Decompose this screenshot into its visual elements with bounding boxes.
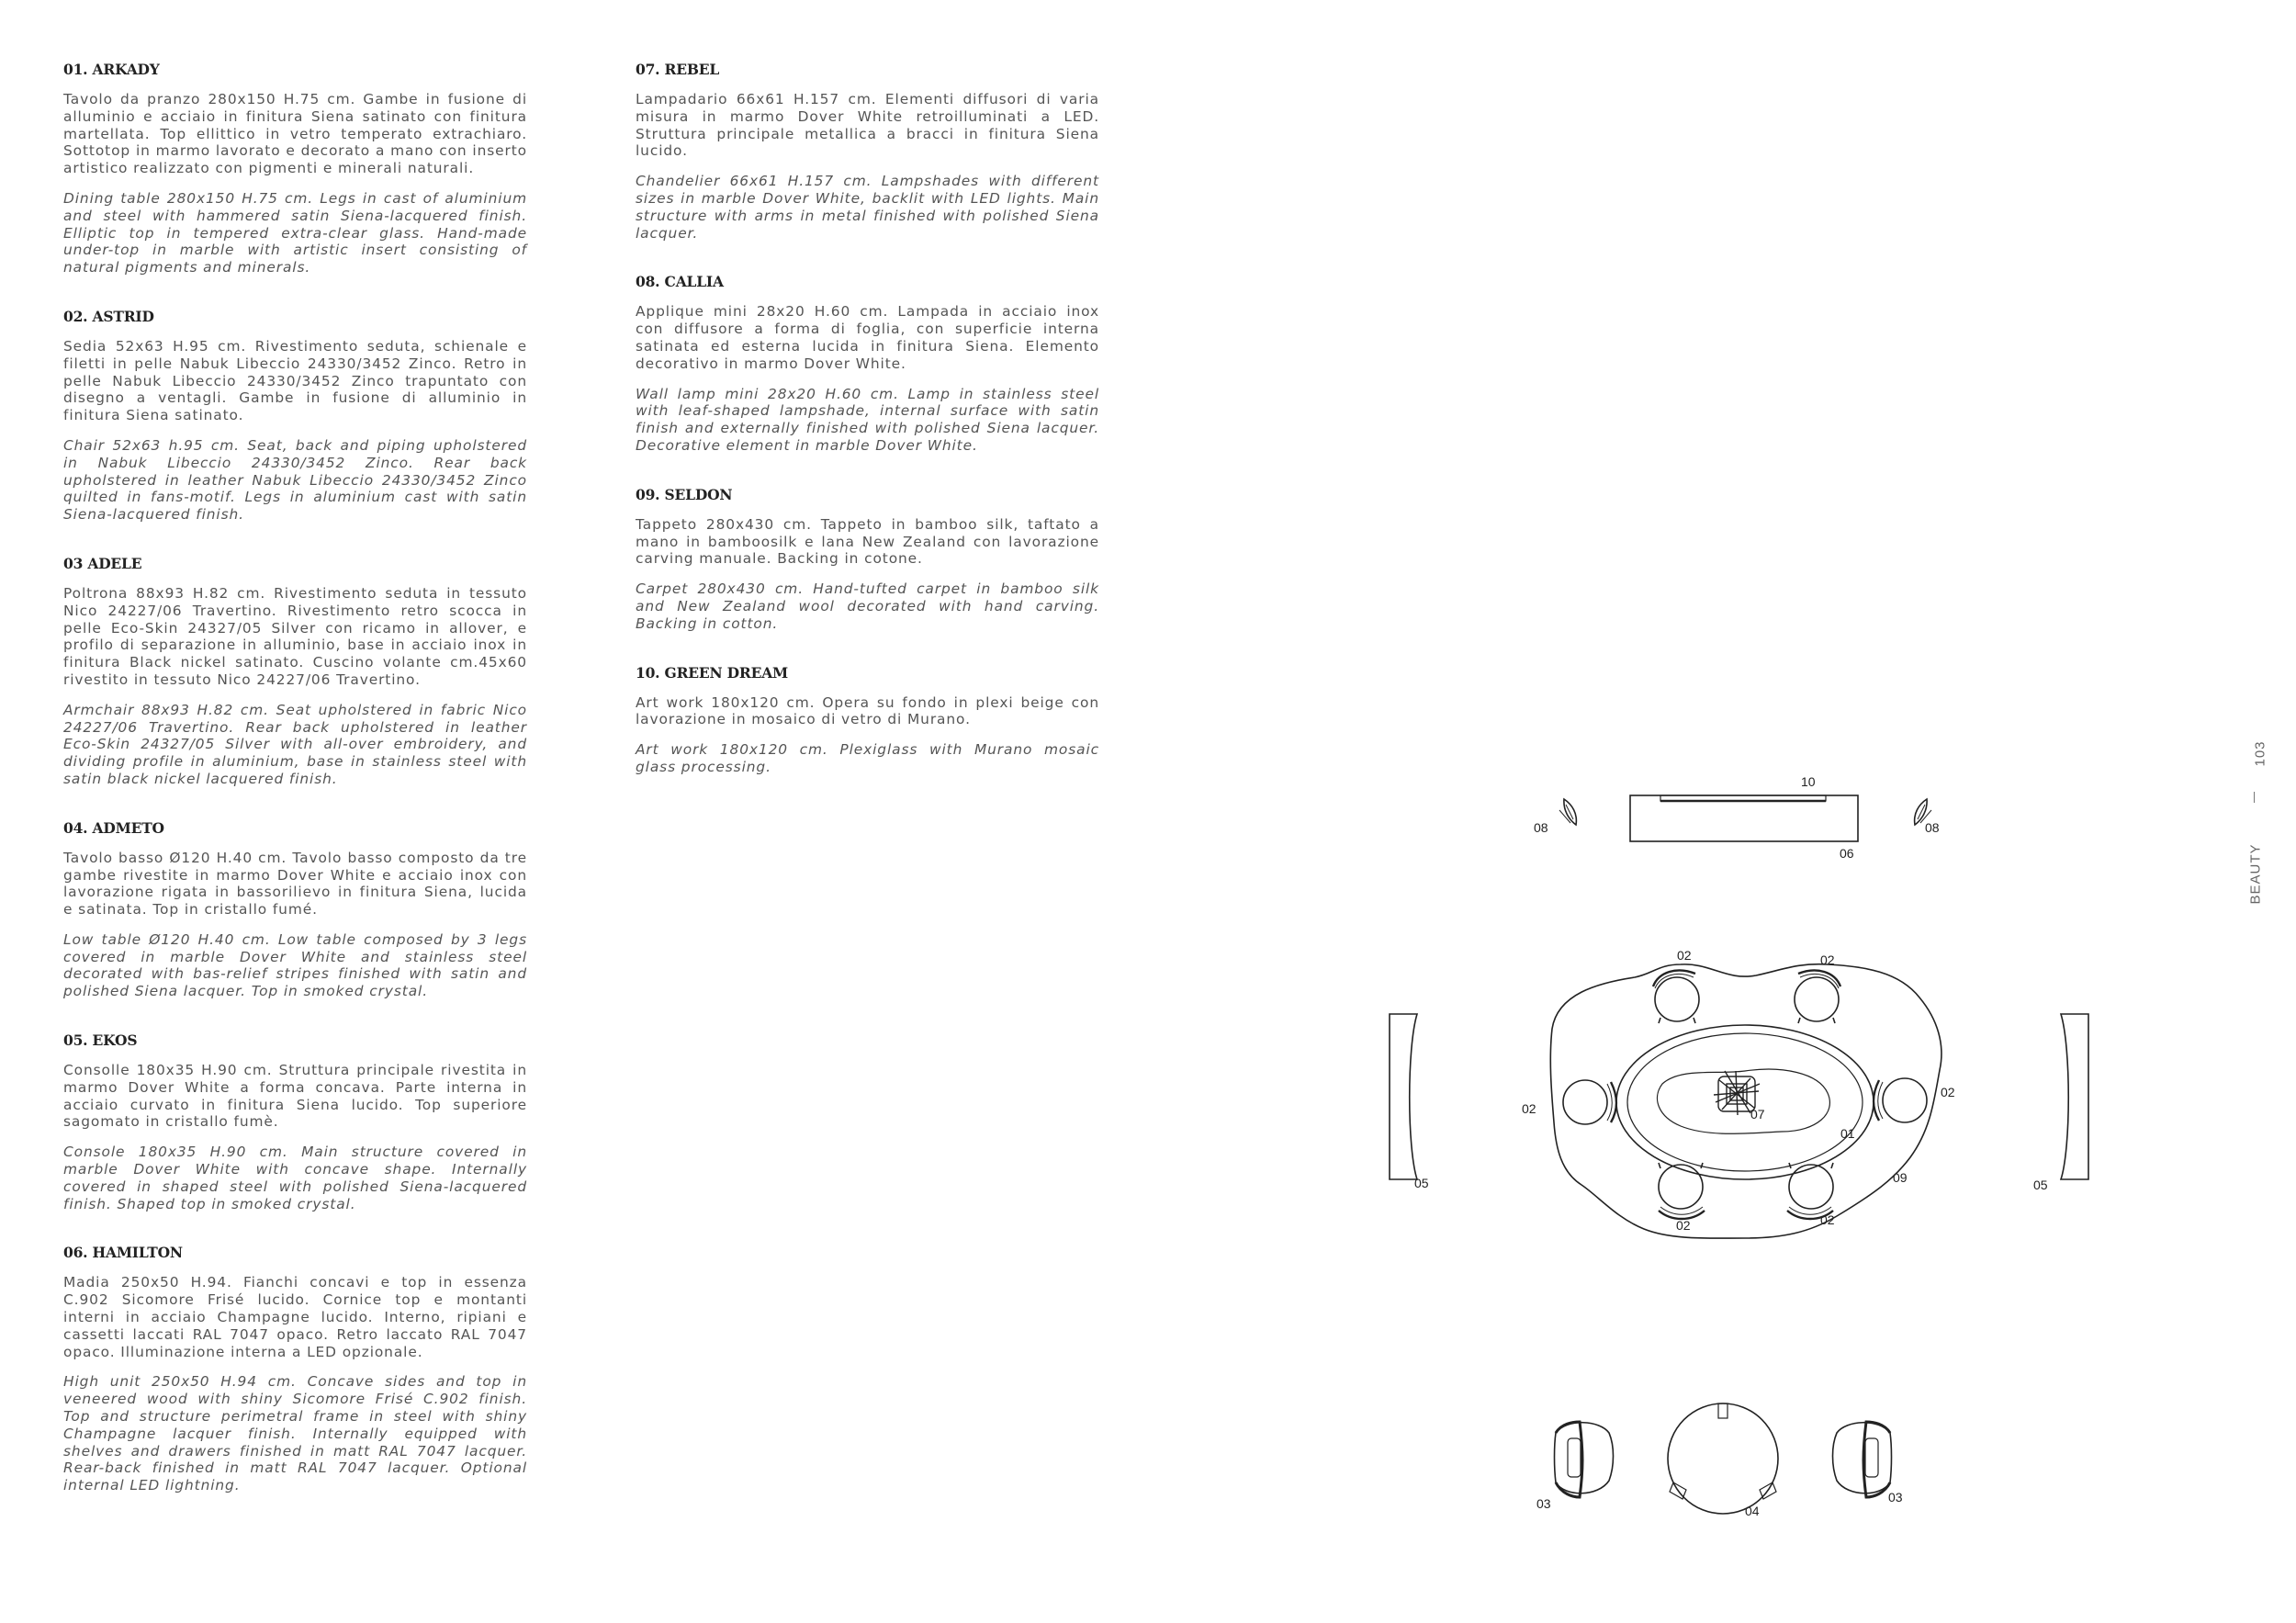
description-italian: Tavolo da pranzo 280x150 H.75 cm. Gambe in fusione di alluminio e acciaio in finitura Siena satinato con finitura martellata. Top ellittico in vetro temperato extrachiaro. Sottotop in marmo lavorato e decorato a mano con inserto artistico realizzato con pigmenti e minerali naturali. [63, 91, 527, 177]
plan-chair-top-right [1795, 970, 1840, 1023]
label-chandelier: 07 [1750, 1107, 1765, 1121]
plan-dining-table-glass [1627, 1033, 1863, 1171]
label-unit: 06 [1840, 846, 1854, 861]
description-english: High unit 250x50 H.94 cm. Concave sides and top in veneered wood with shiny Sicomore Frisé C.902 finish. Top and structure perimetral frame in steel with shiny Champagne lacquer finish. Internally equipped with shelves and drawers finished in matt RAL 7047 lacquer. Rear-back finished in matt RAL 7047 lacquer. Optional internal LED lightning. [63, 1373, 527, 1494]
product-title: 10. GREEN DREAM [636, 663, 788, 682]
plan-wall-lamp-left [1559, 799, 1576, 825]
description-english: Carpet 280x430 cm. Hand-tufted carpet in bamboo silk and New Zealand wool decorated with hand carving. Backing in cotton. [636, 580, 1099, 632]
description-italian: Sedia 52x63 H.95 cm. Rivestimento seduta, schienale e filetti in pelle Nabuk Libeccio 24330/3452 Zinco. Retro in pelle Nabuk Libeccio 24330/3452 Zinco trapuntato con disegno a ventagli. Gambe in fusione di alluminio in finitura Siena satinato. [63, 337, 527, 424]
product-title: 03 ADELE [63, 554, 142, 572]
plan-armchair-left [1555, 1422, 1614, 1497]
plan-dining-table [1616, 1025, 1874, 1179]
label-chair-right: 02 [1941, 1085, 1955, 1099]
section-label: BEAUTY [2247, 843, 2264, 905]
plan-low-table [1668, 1403, 1778, 1514]
label-chair-top-right: 02 [1820, 952, 1835, 967]
product-title: 04. ADMETO [63, 818, 164, 837]
description-english: Low table Ø120 H.40 cm. Low table composed by 3 legs covered in marble Dover White and stainless steel decorated with bas-relief stripes finished with satin and polished Siena lacquer. Top in smoked crystal. [63, 930, 527, 1000]
product-title: 05. EKOS [63, 1031, 138, 1050]
page-number: 103 [2252, 740, 2268, 767]
label-armchair-right: 03 [1888, 1490, 1903, 1505]
plan-chair-right [1874, 1078, 1927, 1122]
description-italian: Applique mini 28x20 H.60 cm. Lampada in acciaio inox con diffusore a forma di foglia, con superficie interna satinata ed esterna lucida in finitura Siena. Elemento decorativo in marmo Dover White. [636, 303, 1099, 372]
description-italian: Art work 180x120 cm. Opera su fondo in plexi beige con lavorazione in mosaico di vetro di Murano. [636, 693, 1099, 728]
description-italian: Lampadario 66x61 H.157 cm. Elementi diffusori di varia misura in marmo Dover White retroilluminati a LED. Struttura principale metallica a bracci in finitura Siena lucido. [636, 91, 1099, 160]
description-english: Console 180x35 H.90 cm. Main structure covered in marble Dover White with concave shape. Internally covered in shaped steel with polished Siena-lacquered finish. Shaped top in smoked crystal. [63, 1144, 527, 1212]
label-chair-left: 02 [1522, 1101, 1536, 1116]
product-title: 06. HAMILTON [63, 1244, 183, 1262]
product-title: 09. SELDON [636, 485, 733, 503]
product-title: 01. ARKADY [63, 61, 160, 78]
plan-console-right [2061, 1014, 2088, 1179]
plan-labels [1414, 774, 2048, 1518]
label-armchair-left: 03 [1536, 1496, 1551, 1511]
description-english: Chair 52x63 h.95 cm. Seat, back and piping upholstered in Nabuk Libeccio 24330/3452 Zinco. Rear back upholstered in leather Nabuk Libeccio 24330/3452 Zinco quilted in fans-motif. Legs in aluminium cast with satin Siena-lacquered finish. [63, 436, 527, 524]
plan-chair-bottom-left [1659, 1163, 1705, 1219]
label-chair-top-left: 02 [1677, 948, 1692, 963]
description-english: Chandelier 66x61 H.157 cm. Lampshades with different sizes in marble Dover White, backlit with LED lights. Main structure with arms in metal finished with polished Siena lacquer. [636, 173, 1099, 242]
label-console-left: 05 [1414, 1176, 1429, 1190]
product-title: 07. REBEL [636, 61, 720, 78]
label-wall-lamp-right: 08 [1925, 820, 1940, 835]
plan-chair-bottom-right [1787, 1163, 1833, 1219]
label-table: 01 [1840, 1126, 1855, 1141]
label-wall-lamp-left: 08 [1534, 820, 1548, 835]
label-low-table: 04 [1745, 1504, 1760, 1518]
description-italian: Tappeto 280x430 cm. Tappeto in bamboo silk, taftato a mano in bamboosilk e lana New Zealand con lavorazione carving manuale. Backing in cotone. [636, 515, 1099, 568]
product-title: 08. CALLIA [636, 273, 724, 291]
product-title: 02. ASTRID [63, 307, 154, 325]
label-artwork: 10 [1801, 774, 1816, 789]
plan-armchair-right [1833, 1422, 1892, 1497]
plan-chair-top-left [1653, 970, 1699, 1023]
label-chair-bottom-right: 02 [1820, 1212, 1835, 1227]
description-italian: Poltrona 88x93 H.82 cm. Rivestimento seduta in tessuto Nico 24227/06 Travertino. Rivestimento retro scocca in pelle Eco-Skin 24327/05 Silver con ricamo in allover, e profilo di separazione in alluminio, base in acciaio inox in finitura Black nickel satinato. Cuscino volante cm.45x60 rivestito in tessuto Nico 24227/06 Travertino. [63, 584, 527, 688]
description-english: Wall lamp mini 28x20 H.60 cm. Lamp in stainless steel with leaf-shaped lampshade, internal surface with satin finish and externally finished with polished Siena lacquer. Decorative element in marble Dover White. [636, 385, 1099, 454]
description-english: Armchair 88x93 H.82 cm. Seat upholstered in fabric Nico 24227/06 Travertino. Rear back upholstered in leather Eco-Skin 24327/05 Silver with all-over embroidery, and dividing profile in aluminium, base in stainless steel with satin black nickel lacquered finish. [63, 701, 527, 787]
description-english: Art work 180x120 cm. Plexiglass with Murano mosaic glass processing. [636, 741, 1099, 775]
label-chair-bottom-left: 02 [1676, 1218, 1691, 1233]
description-italian: Consolle 180x35 H.90 cm. Struttura principale rivestita in marmo Dover White a forma concava. Parte interna in acciaio curvato in finitura Siena lucido. Top superiore sagomato in cristallo fumè. [63, 1062, 527, 1131]
description-english: Dining table 280x150 H.75 cm. Legs in cast of aluminium and steel with hammered satin Siena-lacquered finish. Elliptic top in tempered extra-clear glass. Hand-made under-top in marble with artistic insert consisting of natural pigments and minerals. [63, 189, 527, 276]
plan-artwork-and-unit [1630, 795, 1858, 841]
label-carpet: 09 [1893, 1170, 1908, 1185]
description-italian: Tavolo basso Ø120 H.40 cm. Tavolo basso composto da tre gambe rivestite in marmo Dover White e acciaio inox con lavorazione rigata in bassorilievo in finitura Siena, lucida e satinata. Top in cristallo fumé. [63, 849, 527, 919]
plan-chair-left [1563, 1080, 1616, 1124]
description-italian: Madia 250x50 H.94. Fianchi concavi e top in essenza C.902 Sicomore Frisé lucido. Cornice top e montanti interni in acciaio Champagne lucido. Interno, ripiani e cassetti laccati RAL 7047 opaco. Retro laccato RAL 7047 opaco. Illuminazione interna a LED opzionale. [63, 1274, 527, 1360]
plan-console-left [1390, 1014, 1417, 1179]
label-console-right: 05 [2033, 1178, 2048, 1192]
